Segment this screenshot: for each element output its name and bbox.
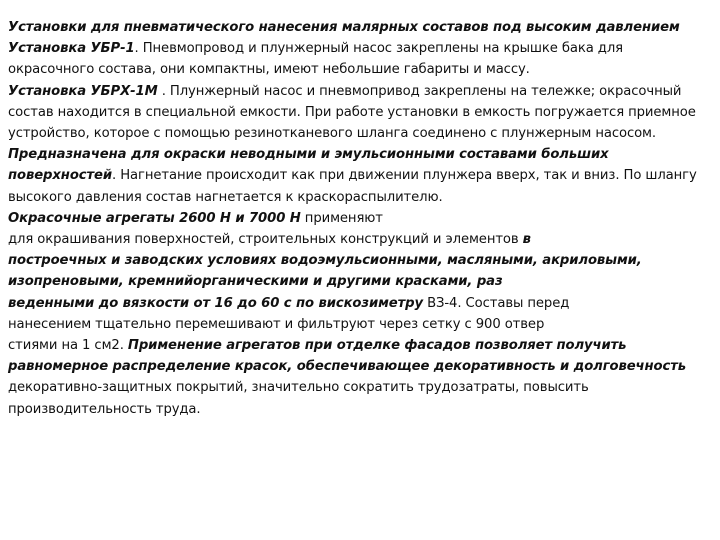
aggregates-text-2: для окрашивания поверхностей, строительных конструкций и элементов — [8, 232, 523, 248]
heading-text: Установки для пневматического нанесения малярных составов под высоким давлением — [8, 20, 680, 35]
document-heading — [8, 17, 713, 38]
aggregates-name: Окрасочные агрегаты 2600 Н и 7000 Н — [8, 210, 301, 226]
ubr1-text: . Пневмопровод и плунжерный насос закреплены на крышке бака для окрасочного состава, они компактны, имеют небольшие габариты и массу. — [8, 41, 623, 78]
ubrx-purpose: Предназначена для окраски неводными и эмульсионными составами больших поверхностей — [8, 147, 609, 184]
aggregates-conditions-4: веденными до вязкости от 16 до 60 с по вискозиметру — [8, 295, 423, 311]
aggregates-text-6: декоративно-защитных покрытий, значительно сократить трудозатраты, повысить производительность труда. — [8, 380, 589, 417]
aggregates-benefit: Применение агрегатов при отделке фасадов позволяет получить равномерное распределение красок, обеспечивающее декоративность и долговечность — [8, 338, 686, 375]
aggregates-conditions-3: изопреновыми, кремнийорганическими и другими красками, раз — [8, 274, 503, 290]
aggregates-text-5: стиями на 1 см2. — [8, 338, 128, 354]
ubrx-text-2: . Нагнетание происходит как при движении плунжера вверх, так и вниз. По шлангу высокого давления состав нагнетается к краскораспылителю. — [8, 168, 697, 205]
aggregates-conditions-1: в — [522, 232, 531, 248]
paragraph-ubr1 — [8, 38, 713, 80]
aggregates-text-1: применяют — [300, 210, 383, 226]
aggregates-text-3: ВЗ-4. Составы перед — [423, 295, 570, 311]
ubrx-text-1: . Плунжерный насос и пневмопривод закреплены на тележке; окрасочный состав находится в специальной емкости. При работе установки в емкость погружается приемное устройство, которое с помощью резинотканевого шланга соединено с плунжерным насосом. — [8, 83, 696, 142]
aggregates-text-4: нанесением тщательно перемешивают и фильтруют через сетку с 900 отвер — [8, 316, 545, 332]
paragraph-aggregates — [8, 208, 713, 420]
paragraph-ubrx — [8, 81, 713, 208]
document-body — [8, 17, 713, 420]
ubrx-name: Установка УБРХ-1М — [8, 83, 158, 99]
aggregates-conditions-2: построечных и заводских условиях водоэмульсионными, масляными, акриловыми, — [8, 253, 642, 269]
ubr1-name: Установка УБР-1 — [8, 41, 135, 57]
